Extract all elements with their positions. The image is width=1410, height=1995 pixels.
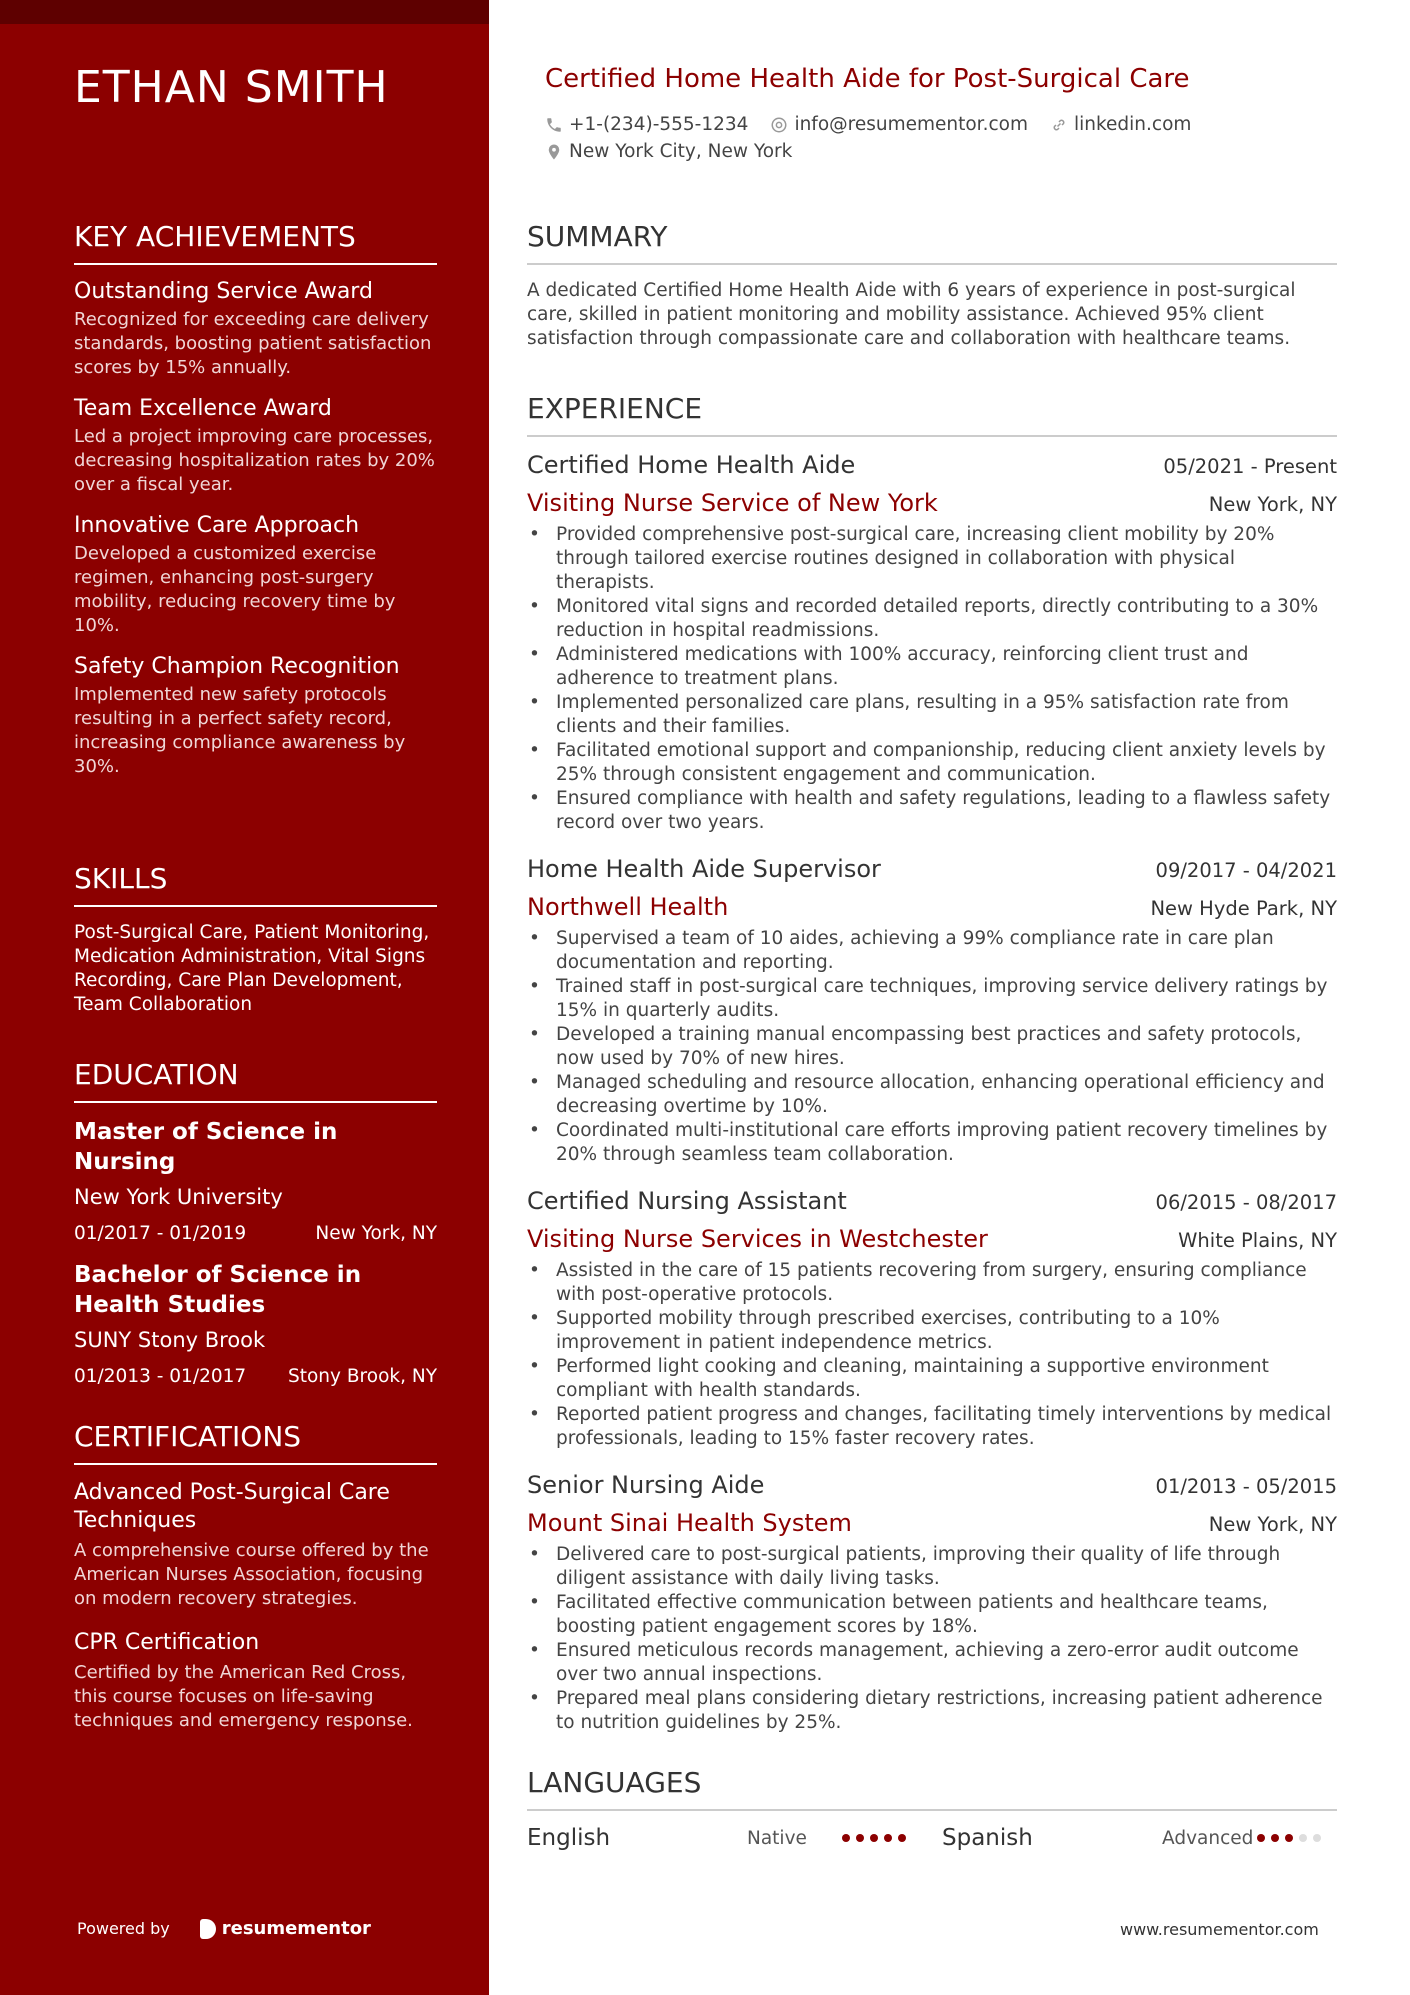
job-title: Senior Nursing Aide [527,1471,765,1499]
job-location: New York, NY [1208,493,1337,516]
job-subheader [527,1225,1337,1253]
certifications-heading: CERTIFICATIONS [74,1420,437,1465]
language-level: Advanced [1162,1827,1254,1849]
language-item [942,1825,1337,1851]
bullet: • Reported patient progress and changes, facilitating timely interventions by medical professionals, leading to 15% faster recovery rates. [527,1403,1337,1451]
languages-section [527,1766,1337,1851]
certification-item [74,1629,437,1733]
job-company: Visiting Nurse Services in Westchester [527,1225,988,1253]
language-name: English [527,1825,611,1851]
bullet: • Delivered care to post-surgical patients, improving their quality of life through diligent assistance with daily living tasks. [527,1543,1337,1591]
phone-text: +1-(234)-555-1234 [569,114,749,135]
cert-title: CPR Certification [74,1630,260,1655]
experience-heading: EXPERIENCE [527,392,1337,437]
job-bullets [527,1259,1337,1451]
bullet: • Provided comprehensive post-surgical care, increasing client mobility by 20% through tailored exercise routines designed in collaboration with physical therapists. [527,523,1337,595]
achievement-title: Team Excellence Award [74,396,332,421]
job-location: White Plains, NY [1178,1229,1337,1252]
brand-logo[interactable] [200,1918,371,1939]
job-header [527,855,1337,883]
bullet: • Trained staff in post-surgical care techniques, improving service delivery ratings by 15% in quarterly audits. [527,975,1337,1023]
job-dates: 06/2015 - 08/2017 [1155,1191,1337,1214]
skills-list: Post-Surgical Care, Patient Monitoring, Medication Administration, Vital Signs Recording, Care Plan Development, Team Collaboration [74,922,430,1015]
summary-heading: SUMMARY [527,220,1337,265]
achievement-title: Outstanding Service Award [74,279,373,304]
candidate-name: ETHAN SMITH [74,62,389,113]
achievement-desc: Recognized for exceeding care delivery standards, boosting patient satisfaction scores by 15% annually. [74,309,432,378]
job-header [527,1187,1337,1215]
edu-meta [74,1366,437,1387]
job-entry [527,1471,1337,1735]
edu-meta [74,1223,437,1244]
achievement-item [74,654,437,779]
sidebar [0,0,489,1995]
job-entry [527,451,1337,835]
edu-location: Stony Brook, NY [287,1366,437,1387]
job-dates: 01/2013 - 05/2015 [1155,1475,1337,1498]
language-rating [842,1834,906,1842]
resume-title: Certified Home Health Aide for Post-Surgical Care [545,64,1190,94]
cert-desc: A comprehensive course offered by the American Nurses Association, focusing on modern recovery strategies. [74,1540,429,1609]
job-bullets [527,927,1337,1167]
languages-heading: LANGUAGES [527,1766,1337,1811]
brand-mark-icon [200,1919,216,1939]
location-text: New York City, New York [569,141,793,162]
summary-section [527,220,1337,351]
rating-dot-filled [842,1834,850,1842]
certification-item [74,1479,437,1611]
job-title: Certified Nursing Assistant [527,1187,847,1215]
bullet: • Prepared meal plans considering dietary restrictions, increasing patient adherence to nutrition guidelines by 25%. [527,1687,1337,1735]
education-heading: EDUCATION [74,1058,437,1103]
achievement-item [74,513,437,638]
edu-school: SUNY Stony Brook [74,1328,266,1352]
edu-school: New York University [74,1185,283,1209]
job-subheader [527,489,1337,517]
job-header [527,451,1337,479]
achievement-item [74,279,437,380]
language-rating [1257,1834,1321,1842]
language-name: Spanish [942,1825,1033,1851]
bullet: • Assisted in the care of 15 patients recovering from surgery, ensuring compliance with post-operative protocols. [527,1259,1337,1307]
edu-dates: 01/2017 - 01/2019 [74,1223,247,1244]
achievement-title: Safety Champion Recognition [74,654,400,679]
phone-icon [545,116,563,134]
achievement-desc: Led a project improving care processes, decreasing hospitalization rates by 20% over a fiscal year. [74,426,435,495]
rating-dot-filled [1257,1834,1265,1842]
rating-dot-filled [1285,1834,1293,1842]
email-text: info@resumementor.com [794,114,1028,135]
education-item [74,1260,437,1387]
rating-dot-filled [870,1834,878,1842]
job-subheader [527,893,1337,921]
rating-dot-filled [856,1834,864,1842]
experience-section [527,392,1337,1755]
achievement-item [74,396,437,497]
footer-url[interactable]: www.resumementor.com [1120,1920,1319,1939]
skills-heading: SKILLS [74,862,437,907]
bullet: • Ensured compliance with health and safety regulations, leading to a flawless safety record over two years. [527,787,1337,835]
location-pin-icon [545,143,563,161]
bullet: • Supervised a team of 10 aides, achieving a 99% compliance rate in care plan documentation and reporting. [527,927,1337,975]
rating-dot-filled [898,1834,906,1842]
job-dates: 09/2017 - 04/2021 [1155,859,1337,882]
bullet: • Facilitated emotional support and companionship, reducing client anxiety levels by 25% through consistent engagement and communication. [527,739,1337,787]
education-section [74,1058,437,1403]
job-entry [527,1187,1337,1451]
bullet: • Performed light cooking and cleaning, maintaining a supportive environment compliant with health standards. [527,1355,1337,1403]
achievement-title: Innovative Care Approach [74,513,360,538]
contact-email[interactable] [770,114,1028,135]
bullet: • Managed scheduling and resource allocation, enhancing operational efficiency and decreasing overtime by 10%. [527,1071,1337,1119]
contact-linkedin[interactable] [1050,114,1191,135]
bullet: • Supported mobility through prescribed exercises, contributing to a 10% improvement in patient independence metrics. [527,1307,1337,1355]
achievements-section [74,220,437,795]
achievements-heading: KEY ACHIEVEMENTS [74,220,437,265]
brand-name: resumementor [221,1918,371,1939]
contact-row-2 [545,141,792,162]
language-item [527,1825,922,1851]
bullet: • Ensured meticulous records management, achieving a zero-error audit outcome over two annual inspections. [527,1639,1337,1687]
summary-text: A dedicated Certified Home Health Aide with 6 years of experience in post-surgical care, skilled in patient monitoring and mobility assistance. Achieved 95% client satisfaction through compassionate care and collaboration with healthcare teams. [527,280,1296,349]
contact-row [545,114,1191,135]
bullet: • Administered medications with 100% accuracy, reinforcing client trust and adherence to treatment plans. [527,643,1337,691]
cert-desc: Certified by the American Red Cross, this course focuses on life-saving techniques and emergency response. [74,1662,413,1731]
job-title: Certified Home Health Aide [527,451,856,479]
job-location: New Hyde Park, NY [1150,897,1337,920]
job-company: Visiting Nurse Service of New York [527,489,938,517]
edu-degree: Master of Science in Nursing [74,1119,338,1175]
sidebar-top-bar [0,0,489,24]
job-location: New York, NY [1208,1513,1337,1536]
contact-location [545,141,792,162]
education-item [74,1117,437,1244]
rating-dot-empty [1299,1834,1307,1842]
job-entry [527,855,1337,1167]
powered-by [77,1918,371,1939]
job-company: Northwell Health [527,893,729,921]
language-level: Native [747,1827,807,1849]
job-bullets [527,1543,1337,1735]
job-title: Home Health Aide Supervisor [527,855,881,883]
job-subheader [527,1509,1337,1537]
bullet: • Monitored vital signs and recorded detailed reports, directly contributing to a 30% reduction in hospital readmissions. [527,595,1337,643]
achievement-desc: Developed a customized exercise regimen, enhancing post-surgery mobility, reducing recovery time by 10%. [74,543,396,636]
rating-dot-filled [1271,1834,1279,1842]
at-icon [770,116,788,134]
bullet: • Facilitated effective communication between patients and healthcare teams, boosting patient engagement scores by 18%. [527,1591,1337,1639]
bullet: • Implemented personalized care plans, resulting in a 95% satisfaction rate from clients and their families. [527,691,1337,739]
powered-by-label: Powered by [77,1919,170,1938]
linkedin-text: linkedin.com [1073,114,1192,135]
job-company: Mount Sinai Health System [527,1509,852,1537]
job-bullets [527,523,1337,835]
bullet: • Developed a training manual encompassing best practices and safety protocols, now used by 70% of new hires. [527,1023,1337,1071]
job-dates: 05/2021 - Present [1163,455,1337,478]
job-header [527,1471,1337,1499]
rating-dot-empty [1313,1834,1321,1842]
achievement-desc: Implemented new safety protocols resulting in a perfect safety record, increasing compliance awareness by 30%. [74,684,406,777]
cert-title: Advanced Post-Surgical Care Techniques [74,1480,390,1533]
certifications-section [74,1420,437,1751]
bullet: • Coordinated multi-institutional care efforts improving patient recovery timelines by 20% through seamless team collaboration. [527,1119,1337,1167]
contact-phone[interactable] [545,114,748,135]
edu-degree: Bachelor of Science in Health Studies [74,1262,362,1318]
rating-dot-filled [884,1834,892,1842]
skills-section [74,862,437,1017]
link-icon [1050,116,1068,134]
languages-row [527,1825,1337,1851]
edu-location: New York, NY [315,1223,437,1244]
edu-dates: 01/2013 - 01/2017 [74,1366,247,1387]
